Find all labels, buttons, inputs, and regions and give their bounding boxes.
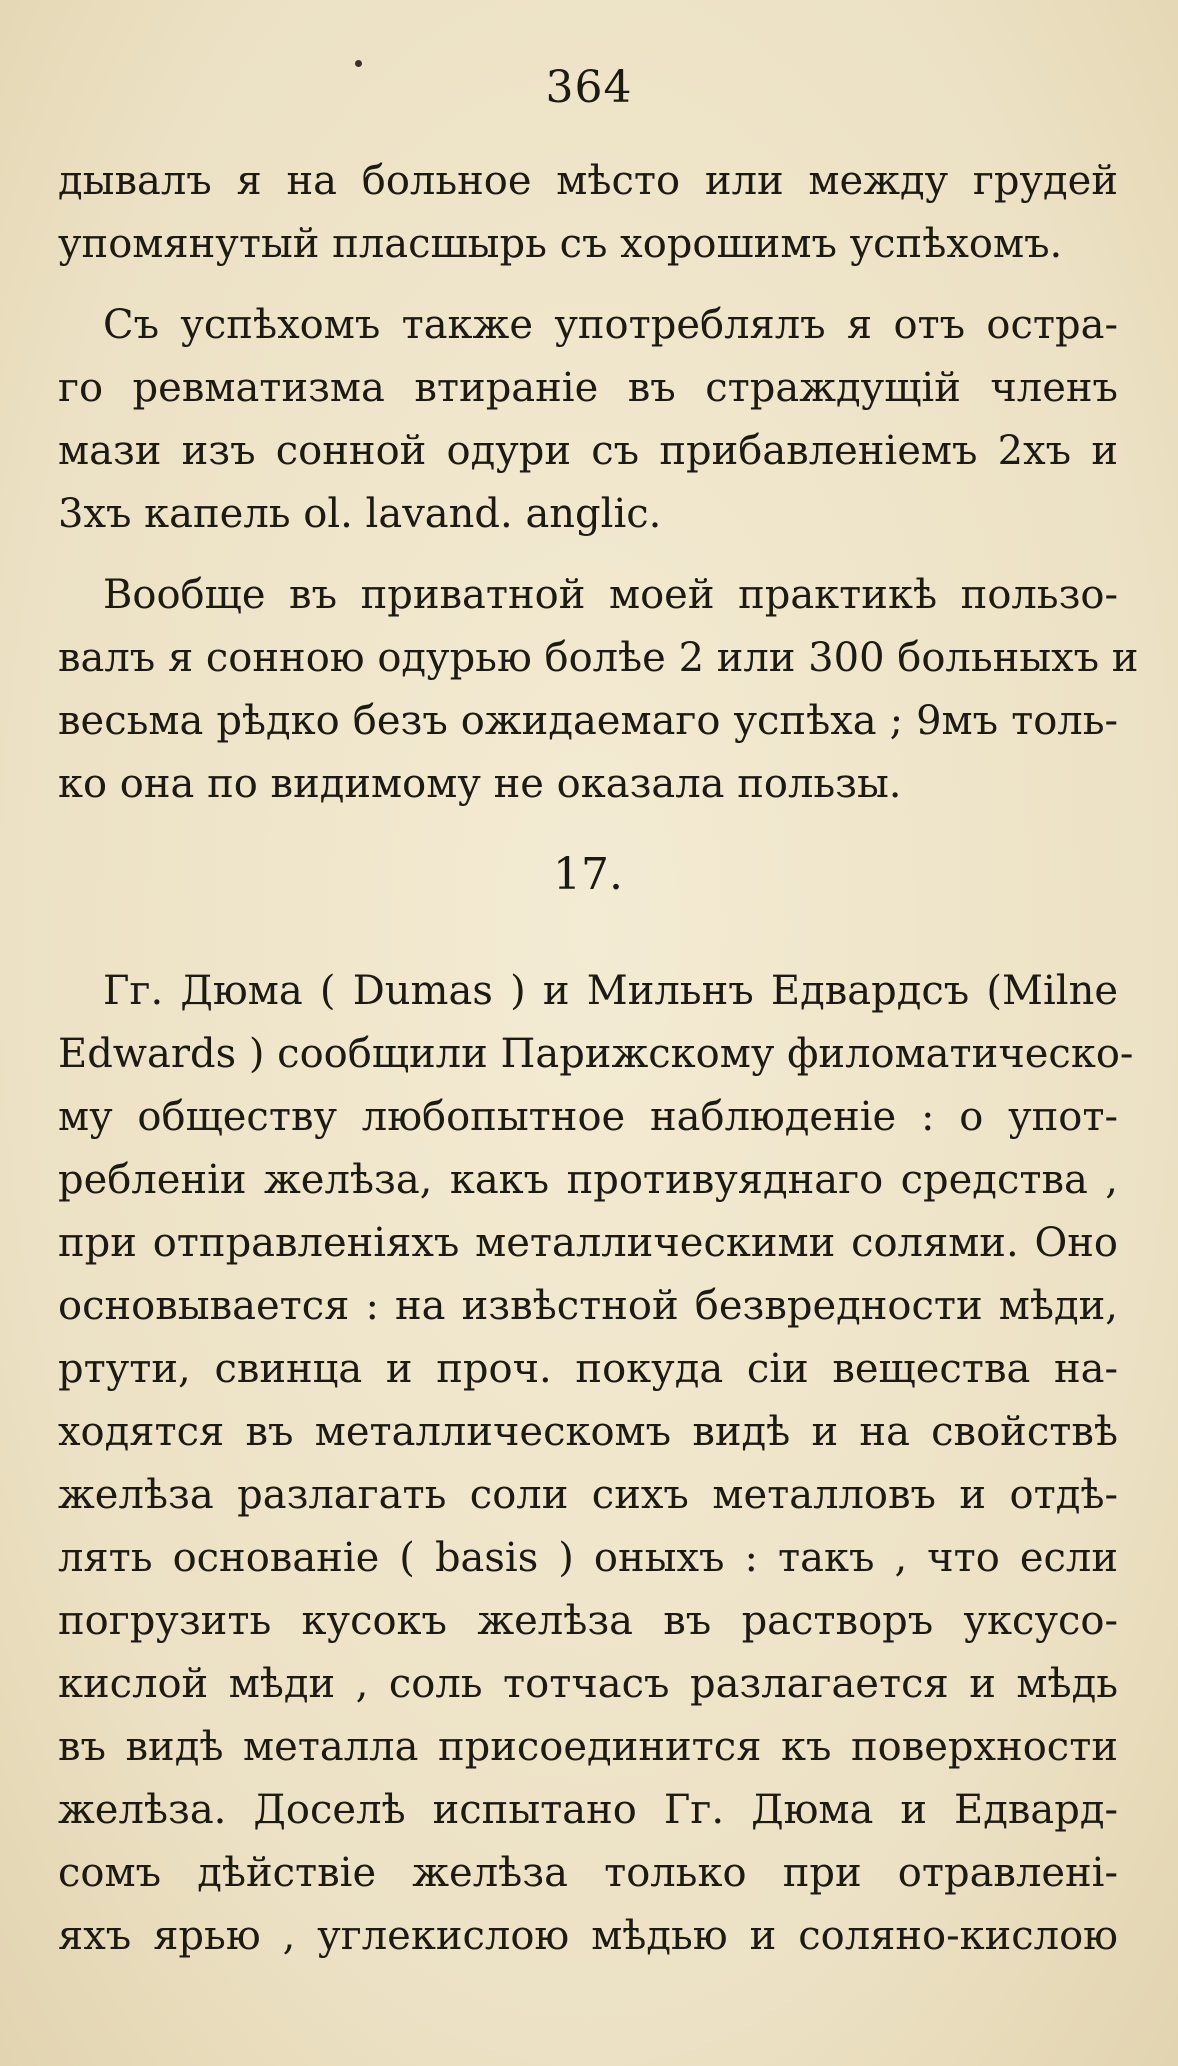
text-line: ребленіи желѣза, какъ противуяднаго средства , — [58, 1157, 1118, 1203]
text-line: кислой мѣди , соль тотчасъ разлагается и мѣдь — [58, 1661, 1118, 1707]
text-line: желѣза разлагать соли сихъ металловъ и отдѣ- — [58, 1472, 1118, 1518]
text-line: дывалъ я на больное мѣсто или между грудей — [58, 158, 1118, 204]
section-paragraph — [58, 960, 1134, 1968]
text-line: го ревматизма втираніе въ страждущій членъ — [58, 365, 1118, 411]
text-line: му обществу любопытное наблюденіе : о упот- — [58, 1094, 1118, 1140]
paragraph-continuation — [58, 150, 1118, 276]
text-line: Гг. Дюма ( Dumas ) и Мильнъ Едвардсъ (Milne — [103, 968, 1118, 1014]
text-line: основывается : на извѣстной безвредности мѣди, — [58, 1283, 1118, 1329]
paragraph — [58, 294, 1118, 546]
text-line: желѣза. Доселѣ испытано Гг. Дюма и Едвард- — [58, 1787, 1118, 1833]
text-line: яхъ ярью , углекислою мѣдью и соляно-кислою — [58, 1913, 1118, 1959]
text-line: упомянутый пласшырь съ хорошимъ успѣхомъ. — [58, 221, 1063, 267]
text-line: ртути, свинца и проч. покуда сіи вещества на- — [58, 1346, 1118, 1392]
page-number: 364 — [545, 62, 633, 113]
text-line: весьма рѣдко безъ ожидаемаго успѣха ; 9мъ толь- — [58, 698, 1118, 744]
text-line: Edwards ) сообщили Парижскому филоматическо- — [58, 1031, 1134, 1077]
section-number: 17. — [553, 849, 623, 900]
text-line: 3хъ капель ol. lavand. anglic. — [58, 491, 662, 537]
text-line: ко она по видимому не оказала пользы. — [58, 761, 902, 807]
text-line: въ видѣ металла присоединится къ поверхности — [58, 1724, 1118, 1770]
text-line: погрузить кусокъ желѣза въ растворъ уксусо- — [58, 1598, 1118, 1644]
text-line: мази изъ сонной одури съ прибавленіемъ 2хъ и — [58, 428, 1118, 474]
paragraph — [58, 564, 1139, 816]
text-line: валъ я сонною одурью болѣе 2 или 300 больныхъ и — [58, 635, 1139, 681]
page-text — [58, 150, 1139, 1968]
text-line: ходятся въ металлическомъ видѣ и на свойствѣ — [58, 1409, 1118, 1455]
text-line: Съ успѣхомъ также употреблялъ я отъ остра- — [103, 302, 1118, 348]
text-line: лять основаніе ( basis ) оныхъ : такъ , что если — [58, 1535, 1118, 1581]
text-line: сомъ дѣйствіе желѣза только при отравлені- — [58, 1850, 1118, 1896]
text-line: Вообще въ приватной моей практикѣ пользо- — [103, 572, 1118, 618]
text-line: при отправленіяхъ металлическими солями. Оно — [58, 1220, 1118, 1266]
